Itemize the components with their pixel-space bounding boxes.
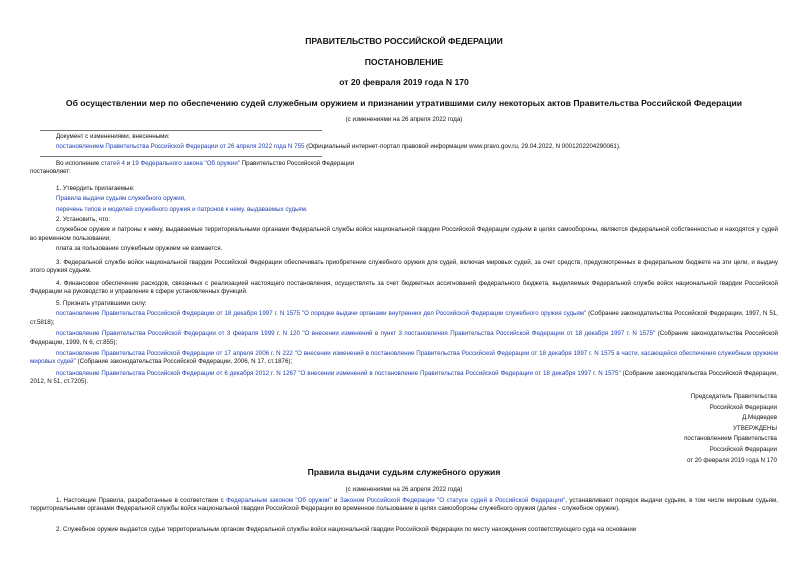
- weapons-list-link[interactable]: перечень типов и моделей служебного оружия и патронов к нему, выдаваемых судьям.: [56, 205, 308, 213]
- amendments-line: [56, 143, 778, 151]
- judges-status-law-link[interactable]: Законом Российской Федерации "О статусе судей в Российской Федерации": [339, 497, 566, 504]
- repealed-act-1-link[interactable]: постановление Правительства Российской Федерации от 18 декабря 1997 г. N 1575 "О порядке выдачи органами внутренних дел Российской Федерации служебного оружия судьям": [56, 310, 587, 318]
- article-4-link[interactable]: статей 4: [101, 160, 125, 167]
- preamble-decree: постановляет:: [30, 168, 71, 176]
- government-heading: ПРАВИТЕЛЬСТВО РОССИЙСКОЙ ФЕДЕРАЦИИ: [305, 36, 503, 46]
- weapons-law-link[interactable]: Федеральным законом "Об оружии": [226, 497, 332, 504]
- clause-5: 5. Признать утратившими силу: постановление Правительства Российской Федерации от 18 декабря 1997 г. N 1575 "О порядке выдачи органами внутренних дел Российской Федерации служебного оружия судьям" (Собрание законодательства Российской Федерации, 1997, N 51, ст.5818); постановление Правительства Российской Федерации от 3 февраля 1999 г. N 120 "О внесении изменений в пункт 3 постановления Правительства Российской Федерации от 18 декабря 1997 г. N 1575" (Собрание законодательства Российской Федерации, 1999, N 6, ст.855); постановление Правительства Российской Федерации от 17 апреля 2006 г. N 222 "О внесении изменений в постановление Правительства Российской Федерации от 18 декабря 1997 г. N 1575 в части, касающейся обеспечения служебным оружием мировых судей" (Собрание законодательства Российской Федерации, 2006, N 17, ст.1876); постановление Правительства Российской Федерации от 6 декабря 2012 г. N 1267 "О внесении изменений в постановление Правительства Российской Федерации от 18 декабря 1997 г. N 1575" (Собрание законодательства Российской Федерации, 2012, N 51, ст.7205).: [30, 300, 779, 386]
- preamble: Во исполнение статей 4 и 19 Федерального закона "Об оружии" Правительство Российской Федерации постановляет:: [30, 160, 778, 177]
- edition-note: (с изменениями на 26 апреля 2022 года): [345, 116, 463, 123]
- amendments-label: Документ с изменениями, внесенными:: [56, 133, 170, 140]
- separator-rule: [40, 156, 322, 157]
- rules-clause-2: 2. Служебное оружие выдается судье территориальным органом Федеральной службы войск национальной гвардии Российской Федерации по месту нахождения соответствующего суда на основании: [56, 526, 637, 533]
- separator-rule: [40, 130, 322, 131]
- document-date-number: от 20 февраля 2019 года N 170: [339, 77, 469, 87]
- clause-1: 1. Утвердить прилагаемые: Правила выдачи судьям служебного оружия, перечень типов и моделей служебного оружия и патронов к нему, выдаваемых судьям.: [30, 185, 778, 214]
- signatory-name: Д.Медведев: [742, 414, 777, 422]
- clause-2: 2. Установить, что: служебное оружие и патроны к нему, выдаваемые территориальными органами Федеральной службы войск национальной гвардии Российской Федерации судьям в целях самообороны, являются федеральной собственностью и находятся у судей во временном пользовании; плата за пользование служебным оружием не взимается.: [30, 216, 778, 253]
- document-title: Об осуществлении мер по обеспечению судей служебным оружием и признании утратившими силу некоторых актов Правительства Российской Федерации: [65, 98, 743, 108]
- repealed-act-4-link[interactable]: постановление Правительства Российской Федерации от 6 декабря 2012 г. N 1267 "О внесении изменений в постановление Правительства Российской Федерации от 18 декабря 1997 г. N 1575": [56, 369, 621, 377]
- clause-3: 3. Федеральной службе войск национальной гвардии Российской Федерации обеспечивать приобретение служебного оружия для судей, включая мировых судей, за счет средств, предусмотренных в федеральном бюджете на эти цели, и выдачу этого оружия судьям.: [30, 259, 778, 275]
- rules-title: Правила выдачи судьям служебного оружия: [307, 467, 501, 477]
- approved-label: УТВЕРЖДЕНЫ: [733, 424, 777, 432]
- clause-4: 4. Финансовое обеспечение расходов, связанных с реализацией настоящего постановления, осуществлять за счет бюджетных ассигнований федерального бюджета, выделяемых Федеральной службе войск национальной гвардии Российской Федерации на руководство и управление в сфере установленных функций.: [30, 280, 778, 296]
- rules-link[interactable]: Правила выдачи судьям служебного оружия,: [56, 195, 186, 203]
- rules-clause-1: 1. Настоящие Правила, разработанные в соответствии с Федеральным законом "Об оружии" и Законом Российской Федерации "О статусе судей в Российской Федерации", устанавливают порядок выдачи судьям, в том числе мировым судьям, территориальными органами Федеральной службы войск национальной гвардии Российской Федерации во временное пользование в целях самообороны служебного оружия (далее - служебное оружие).: [30, 497, 778, 513]
- repealed-act-2-link[interactable]: постановление Правительства Российской Федерации от 3 февраля 1999 г. N 120 "О внесении изменений в пункт 3 постановления Правительства Российской Федерации от 18 декабря 1997 г. N 1575": [56, 330, 656, 338]
- repealed-act-3-link[interactable]: постановление Правительства Российской Федерации от 17 апреля 2006 г. N 222 "О внесении изменений в постановление Правительства Российской Федерации от 18 декабря 1997 г. N 1575 в части, касающейся обеспечения служебным оружием мировых судей": [30, 350, 778, 366]
- article-19-link[interactable]: 19 Федерального закона "Об оружии": [131, 160, 240, 167]
- document-type: ПОСТАНОВЛЕНИЕ: [364, 57, 444, 67]
- amendment-link[interactable]: постановлением Правительства Российской Федерации от 26 апреля 2022 года N 755: [56, 143, 305, 150]
- signature-block: Председатель Правительства Российской Федерации Д.Медведев УТВЕРЖДЕНЫ постановлением Правительства Российской Федерации от 20 февраля 2019 года N 170: [684, 393, 777, 464]
- amendment-source: (Официальный интернет-портал правовой информации www.pravo.gov.ru, 29.04.2022, N 0001202204290061).: [304, 143, 621, 150]
- rules-edition-note: (с изменениями на 26 апреля 2022 года): [345, 486, 463, 493]
